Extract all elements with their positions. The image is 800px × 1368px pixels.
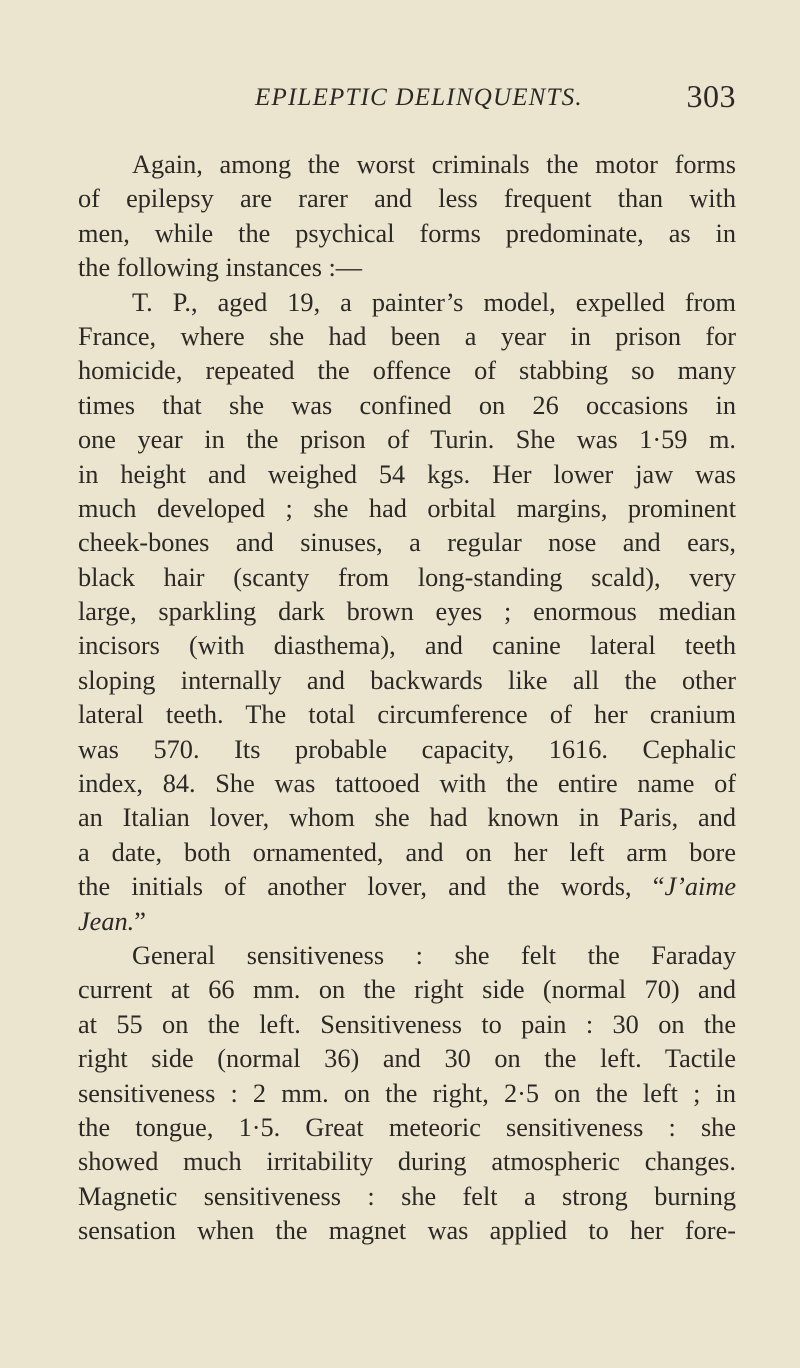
text-line: sensitiveness : 2 mm. on the right, 2·5 on the left ; in <box>78 1078 736 1108</box>
body-text <box>78 148 736 1249</box>
text-line: sensation when the magnet was applied to her fore- <box>78 1216 736 1246</box>
running-title: EPILEPTIC DELINQUENTS. <box>255 84 583 111</box>
text-line-with-italic <box>78 870 736 904</box>
running-head <box>255 78 736 122</box>
text-line: cheek-bones and sinuses, a regular nose and ears, <box>78 528 736 558</box>
text-line: France, where she had been a year in prison for <box>78 321 736 351</box>
text-line: in height and weighed 54 kgs. Her lower jaw was <box>78 459 736 489</box>
text-line: one year in the prison of Turin. She was 1·59 m. <box>78 425 736 455</box>
text-line: sloping internally and backwards like all the other <box>78 665 736 695</box>
text-line: Again, among the worst criminals the motor forms <box>132 150 736 179</box>
text-line: of epilepsy are rarer and less frequent than with <box>78 184 736 214</box>
text-line: General sensitiveness : she felt the Faraday <box>132 940 736 970</box>
text-line: lateral teeth. The total circumference of her cranium <box>78 700 736 730</box>
text-line: at 55 on the left. Sensitiveness to pain : 30 on the <box>78 1009 736 1039</box>
text-span: the initials of another lover, and the words, “ <box>78 872 665 902</box>
italic-phrase: Jean. <box>78 906 135 936</box>
text-line: index, 84. She was tattooed with the entire name of <box>78 769 736 799</box>
text-line-with-italic <box>78 905 736 939</box>
text-line: Magnetic sensitiveness : she felt a strong burning <box>78 1181 736 1211</box>
text-line: men, while the psychical forms predominate, as in <box>78 218 736 248</box>
text-line: times that she was confined on 26 occasions in <box>78 390 736 420</box>
text-line: large, sparkling dark brown eyes ; enormous median <box>78 597 736 627</box>
text-line: much developed ; she had orbital margins, prominent <box>78 493 736 523</box>
text-line: a date, both ornamented, and on her left arm bore <box>78 837 736 867</box>
italic-phrase: J’aime <box>664 872 736 902</box>
text-line: incisors (with diasthema), and canine lateral teeth <box>78 631 736 661</box>
text-line: was 570. Its probable capacity, 1616. Cephalic <box>78 734 736 764</box>
text-line: the following instances :— <box>78 253 363 283</box>
text-line: the tongue, 1·5. Great meteoric sensitiveness : she <box>78 1112 736 1142</box>
text-line: an Italian lover, whom she had known in Paris, and <box>78 803 736 833</box>
page-number: 303 <box>686 78 736 114</box>
text-line: black hair (scanty from long-standing scald), very <box>78 562 736 592</box>
text-line: T. P., aged 19, a painter’s model, expelled from <box>132 287 736 317</box>
text-line: showed much irritability during atmospheric changes. <box>78 1147 736 1177</box>
text-line: right side (normal 36) and 30 on the left. Tactile <box>78 1044 736 1074</box>
text-line: homicide, repeated the offence of stabbing so many <box>78 356 736 386</box>
text-line: current at 66 mm. on the right side (normal 70) and <box>78 975 736 1005</box>
text-span: ” <box>134 906 146 936</box>
